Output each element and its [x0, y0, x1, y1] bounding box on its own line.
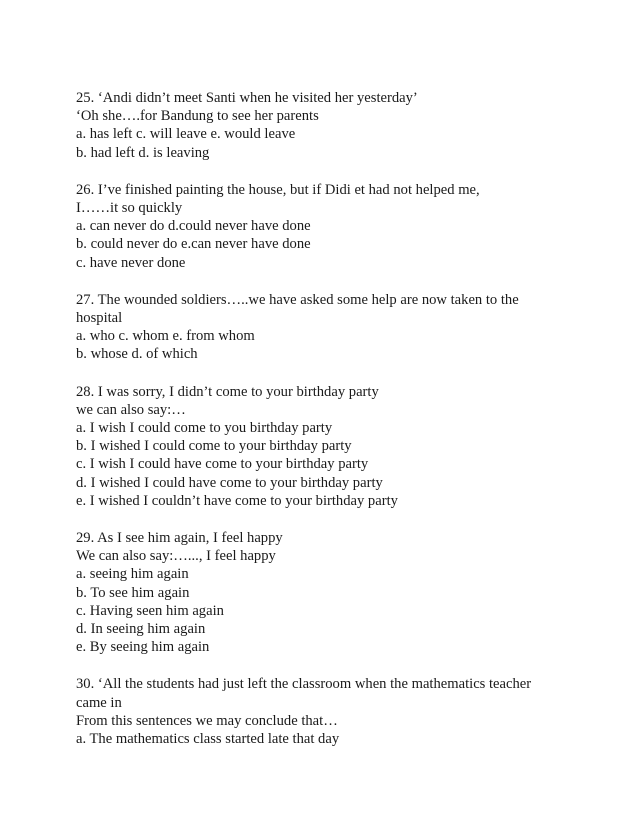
- answer-option: c. Having seen him again: [76, 602, 224, 619]
- answer-option: a. I wish I could come to you birthday party: [76, 420, 333, 437]
- answer-options: b. had left d. is leaving: [76, 144, 210, 161]
- answer-option: d. In seeing him again: [76, 621, 206, 638]
- question-29: [76, 529, 596, 656]
- question-text: hospital: [76, 310, 123, 327]
- answer-option: e. By seeing him again: [76, 639, 210, 656]
- question-text: we can also say:…: [76, 401, 186, 418]
- question-27: [76, 291, 596, 364]
- answer-option: a. seeing him again: [76, 566, 189, 583]
- answer-option: c. I wish I could have come to your birthday party: [76, 456, 369, 473]
- answer-option: e. I wished I couldn’t have come to your birthday party: [76, 492, 398, 509]
- answer-options: a. has left c. will leave e. would leave: [76, 126, 296, 143]
- question-text: 27. The wounded soldiers…..we have asked some help are now taken to the: [76, 291, 519, 308]
- question-text: 26. I’ve finished painting the house, but if Didi et had not helped me,: [76, 181, 480, 198]
- question-text: 25. ‘Andi didn’t meet Santi when he visited her yesterday’: [76, 90, 418, 106]
- document-page: [76, 89, 596, 767]
- question-text: ‘Oh she….for Bandung to see her parents: [76, 108, 319, 125]
- answer-option: a. The mathematics class started late that day: [76, 731, 340, 748]
- answer-options: c. have never done: [76, 254, 186, 271]
- question-text: We can also say:…..., I feel happy: [76, 548, 276, 565]
- answer-options: b. could never do e.can never have done: [76, 236, 311, 253]
- question-30: [76, 675, 596, 748]
- question-text: I……it so quickly: [76, 200, 183, 217]
- answer-options: b. whose d. of which: [76, 346, 198, 363]
- answer-options: a. who c. whom e. from whom: [76, 328, 255, 345]
- answer-option: b. I wished I could come to your birthday party: [76, 438, 352, 455]
- question-text: 29. As I see him again, I feel happy: [76, 530, 283, 547]
- question-text: 28. I was sorry, I didn’t come to your birthday party: [76, 383, 379, 400]
- question-text: From this sentences we may conclude that…: [76, 712, 338, 729]
- answer-option: b. To see him again: [76, 584, 190, 601]
- question-28: [76, 383, 596, 510]
- answer-option: d. I wished I could have come to your birthday party: [76, 474, 383, 491]
- answer-options: a. can never do d.could never have done: [76, 218, 311, 235]
- question-25: [76, 89, 596, 162]
- question-26: [76, 181, 596, 272]
- question-text: came in: [76, 694, 122, 711]
- question-text: 30. ‘All the students had just left the classroom when the mathematics teacher: [76, 676, 532, 693]
